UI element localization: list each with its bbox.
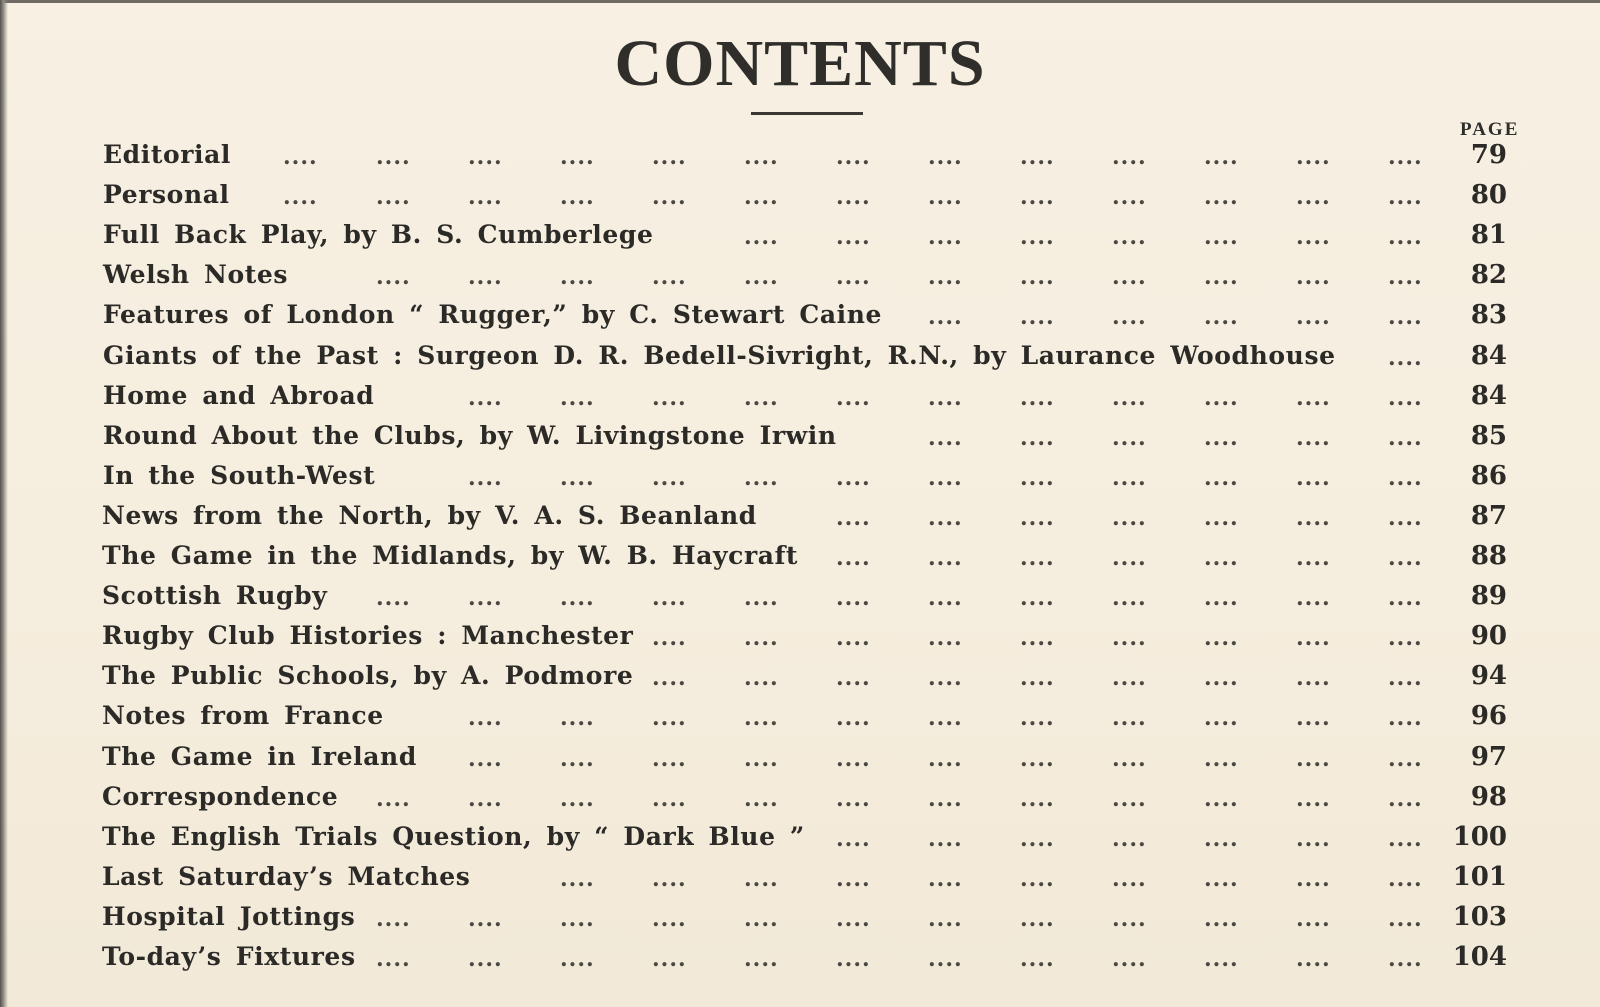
toc-entry-title: Features of London “ Rugger,” by C. Stewart Caine xyxy=(103,300,883,330)
dot-leader: .... xyxy=(1204,424,1239,451)
toc-entry-title: Last Saturday’s Matches xyxy=(102,861,471,891)
dot-leader: .... xyxy=(468,384,503,411)
dot-leader: .... xyxy=(560,745,595,772)
dot-leader: .... xyxy=(1388,665,1423,692)
dot-leader: .... xyxy=(1112,665,1147,692)
dot-leader: .... xyxy=(652,585,687,612)
dot-leader: .... xyxy=(283,184,318,211)
dot-leader: .... xyxy=(560,946,595,972)
toc-entry-page: 84 xyxy=(1470,380,1507,411)
toc-entry-page: 86 xyxy=(1470,460,1507,491)
dot-leader: .... xyxy=(928,545,963,571)
dot-leader: .... xyxy=(1112,705,1147,732)
toc-entry-page: 82 xyxy=(1470,260,1507,291)
dot-leader: .... xyxy=(836,224,871,251)
toc-entry-title: Editorial xyxy=(103,140,232,169)
dot-leader: .... xyxy=(1020,745,1055,772)
toc-entry-title: Notes from France xyxy=(102,701,384,731)
dot-leader: .... xyxy=(1296,905,1331,932)
dot-leader: .... xyxy=(1296,144,1331,170)
dot-leader: .... xyxy=(1112,825,1147,852)
dot-leader: .... xyxy=(1204,705,1239,732)
dot-leader: .... xyxy=(1204,304,1239,331)
dot-leader: .... xyxy=(1388,184,1423,211)
dot-leader: .... xyxy=(928,745,963,772)
dot-leader: .... xyxy=(744,665,779,692)
dot-leader: .... xyxy=(836,905,871,932)
dot-leader: .... xyxy=(652,144,687,170)
toc-entry-page: 94 xyxy=(1470,661,1507,692)
toc-entry-page: 79 xyxy=(1470,140,1507,170)
dot-leader: .... xyxy=(1388,144,1423,170)
dot-leader: .... xyxy=(1020,504,1055,531)
dot-leader: .... xyxy=(652,865,687,892)
dot-leader: .... xyxy=(560,705,595,732)
dot-leader: .... xyxy=(1388,585,1423,612)
dot-leader: .... xyxy=(1204,946,1239,972)
dot-leader: .... xyxy=(836,585,871,612)
toc-entry-title: Correspondence xyxy=(102,781,339,811)
dot-leader: .... xyxy=(652,384,687,411)
toc-entry-page: 85 xyxy=(1470,420,1507,451)
dot-leader: .... xyxy=(1020,184,1055,211)
dot-leader: .... xyxy=(1388,384,1423,411)
dot-leader: .... xyxy=(1112,304,1147,331)
dot-leader: .... xyxy=(744,865,779,892)
toc-entry-title: In the South-West xyxy=(103,460,376,490)
dot-leader: .... xyxy=(1020,825,1055,852)
dot-leader: .... xyxy=(1020,224,1055,251)
dot-leader: .... xyxy=(1020,545,1055,571)
dot-leader: .... xyxy=(1388,424,1423,451)
dot-leader: .... xyxy=(560,464,595,491)
dot-leader: .... xyxy=(468,184,503,211)
dot-leader: .... xyxy=(744,224,779,251)
dot-leader: .... xyxy=(652,905,687,932)
dot-leader: .... xyxy=(560,905,595,932)
dot-leader: .... xyxy=(928,946,963,972)
dot-leader: .... xyxy=(468,264,503,291)
dot-leader: .... xyxy=(1296,464,1331,491)
dot-leader: .... xyxy=(1296,946,1331,972)
toc-entry-page: 89 xyxy=(1470,581,1507,612)
toc-entry-page: 101 xyxy=(1452,861,1507,892)
dot-leader: .... xyxy=(744,585,779,612)
contents-heading: CONTENTS xyxy=(614,27,986,100)
dot-leader: .... xyxy=(1112,504,1147,531)
dot-leader: .... xyxy=(836,785,871,812)
toc-entry-title: News from the North, by V. A. S. Beanland xyxy=(102,500,757,530)
dot-leader: .... xyxy=(928,625,963,652)
dot-leader: .... xyxy=(1204,825,1239,852)
dot-leader: .... xyxy=(1296,304,1331,331)
dot-leader: .... xyxy=(468,785,503,812)
dot-leader: .... xyxy=(928,665,963,692)
dot-leader: .... xyxy=(836,705,871,732)
toc-entry-title: To-day’s Fixtures xyxy=(102,942,356,971)
dot-leader: .... xyxy=(928,825,963,852)
dot-leader: .... xyxy=(1112,865,1147,892)
dot-leader: .... xyxy=(1020,304,1055,331)
dot-leader: .... xyxy=(1112,424,1147,451)
dot-leader: .... xyxy=(652,625,687,652)
dot-leader: .... xyxy=(928,585,963,612)
dot-leader: .... xyxy=(1204,264,1239,291)
dot-leader: .... xyxy=(1388,304,1423,331)
dot-leader: .... xyxy=(928,785,963,812)
dot-leader: .... xyxy=(560,184,595,211)
toc-entry-page: 88 xyxy=(1470,541,1507,571)
dot-leader: .... xyxy=(1204,585,1239,612)
dot-leader: .... xyxy=(1204,905,1239,932)
dot-leader: .... xyxy=(1296,424,1331,451)
toc-entry-page: 96 xyxy=(1470,701,1507,732)
dot-leader: .... xyxy=(376,785,411,812)
dot-leader: .... xyxy=(468,144,503,170)
dot-leader: .... xyxy=(376,905,411,932)
toc-entry-title: Home and Abroad xyxy=(103,380,375,410)
dot-leader: .... xyxy=(836,384,871,411)
dot-leader: .... xyxy=(468,585,503,612)
dot-leader: .... xyxy=(928,424,963,451)
dot-leader: .... xyxy=(744,905,779,932)
dot-leader: .... xyxy=(744,745,779,772)
dot-leader: .... xyxy=(1020,705,1055,732)
dot-leader: .... xyxy=(1388,264,1423,291)
dot-leader: .... xyxy=(560,585,595,612)
dot-leader: .... xyxy=(836,625,871,652)
dot-leader: .... xyxy=(560,865,595,892)
toc-entry-page: 103 xyxy=(1452,901,1507,932)
dot-leader: .... xyxy=(744,144,779,170)
dot-leader: .... xyxy=(744,705,779,732)
toc-entry-title: Full Back Play, by B. S. Cumberlege xyxy=(103,220,654,250)
dot-leader: .... xyxy=(1388,344,1423,371)
toc-entry-page: 83 xyxy=(1470,300,1507,331)
dot-leader: .... xyxy=(1204,144,1239,170)
dot-leader: .... xyxy=(1296,785,1331,812)
toc-entry-page: 80 xyxy=(1470,180,1507,211)
toc-entry-title: Round About the Clubs, by W. Livingstone Irwin xyxy=(103,420,837,450)
dot-leader: .... xyxy=(560,144,595,170)
dot-leader: .... xyxy=(1296,665,1331,692)
dot-leader: .... xyxy=(468,745,503,772)
dot-leader: .... xyxy=(283,144,318,170)
dot-leader: .... xyxy=(1388,504,1423,531)
toc-entry-page: 90 xyxy=(1470,621,1507,652)
dot-leader: .... xyxy=(1020,144,1055,170)
dot-leader: .... xyxy=(1204,785,1239,812)
dot-leader: .... xyxy=(744,184,779,211)
dot-leader: .... xyxy=(1020,665,1055,692)
toc-entry-page: 98 xyxy=(1470,781,1507,812)
dot-leader: .... xyxy=(836,464,871,491)
dot-leader: .... xyxy=(1204,665,1239,692)
dot-leader: .... xyxy=(836,545,871,571)
dot-leader: .... xyxy=(836,865,871,892)
dot-leader: .... xyxy=(1388,224,1423,251)
dot-leader: .... xyxy=(1020,464,1055,491)
dot-leader: .... xyxy=(1296,745,1331,772)
dot-leader: .... xyxy=(652,665,687,692)
toc-entry-page: 87 xyxy=(1470,500,1507,531)
dot-leader: .... xyxy=(652,184,687,211)
dot-leader: .... xyxy=(1388,865,1423,892)
dot-leader: .... xyxy=(468,905,503,932)
dot-leader: .... xyxy=(1112,785,1147,812)
toc-entry-title: The Game in Ireland xyxy=(102,741,417,771)
dot-leader: .... xyxy=(744,464,779,491)
toc-entry-page: 104 xyxy=(1452,942,1507,972)
dot-leader: .... xyxy=(928,224,963,251)
toc-entry-title: Scottish Rugby xyxy=(102,581,328,611)
dot-leader: .... xyxy=(836,264,871,291)
toc-entry-page: 100 xyxy=(1452,821,1507,852)
dot-leader: .... xyxy=(1112,946,1147,972)
dot-leader: .... xyxy=(1112,264,1147,291)
dot-leader: .... xyxy=(468,946,503,972)
dot-leader: .... xyxy=(1296,865,1331,892)
dot-leader: .... xyxy=(1388,785,1423,812)
dot-leader: .... xyxy=(652,745,687,772)
dot-leader: .... xyxy=(836,665,871,692)
toc-entry-title: Giants of the Past : Surgeon D. R. Bedell-Sivright, R.N., by Laurance Woodhouse xyxy=(103,340,1336,370)
toc-entry-page: 84 xyxy=(1470,340,1507,371)
dot-leader: .... xyxy=(1020,424,1055,451)
dot-leader: .... xyxy=(652,464,687,491)
dot-leader: .... xyxy=(652,785,687,812)
dot-leader: .... xyxy=(1388,905,1423,932)
dot-leader: .... xyxy=(560,785,595,812)
dot-leader: .... xyxy=(1204,745,1239,772)
dot-leader: .... xyxy=(1020,905,1055,932)
dot-leader: .... xyxy=(744,946,779,972)
dot-leader: .... xyxy=(1112,464,1147,491)
dot-leader: .... xyxy=(836,184,871,211)
dot-leader: .... xyxy=(1020,384,1055,411)
dot-leader: .... xyxy=(1296,545,1331,571)
dot-leader: .... xyxy=(1388,825,1423,852)
dot-leader: .... xyxy=(1204,384,1239,411)
dot-leader: .... xyxy=(1020,264,1055,291)
dot-leader: .... xyxy=(1296,585,1331,612)
dot-leader: .... xyxy=(376,144,411,170)
dot-leader: .... xyxy=(1112,184,1147,211)
dot-leader: .... xyxy=(1296,504,1331,531)
dot-leader: .... xyxy=(836,504,871,531)
dot-leader: .... xyxy=(1204,184,1239,211)
dot-leader: .... xyxy=(376,585,411,612)
dot-leader: .... xyxy=(1296,825,1331,852)
toc-entry-title: Rugby Club Histories : Manchester xyxy=(102,621,634,651)
toc-entry-title: Welsh Notes xyxy=(103,260,289,290)
dot-leader: .... xyxy=(1204,865,1239,892)
dot-leader: .... xyxy=(1020,785,1055,812)
dot-leader: .... xyxy=(744,785,779,812)
dot-leader: .... xyxy=(744,264,779,291)
dot-leader: .... xyxy=(1112,144,1147,170)
dot-leader: .... xyxy=(468,464,503,491)
dot-leader: .... xyxy=(1204,504,1239,531)
dot-leader: .... xyxy=(1020,625,1055,652)
dot-leader: .... xyxy=(1388,745,1423,772)
dot-leader: .... xyxy=(1112,384,1147,411)
dot-leader: .... xyxy=(836,946,871,972)
dot-leader: .... xyxy=(1296,705,1331,732)
toc-entry-page: 97 xyxy=(1470,741,1507,772)
toc-entry-title: Hospital Jottings xyxy=(102,901,356,931)
dot-leader: .... xyxy=(376,264,411,291)
dot-leader: .... xyxy=(1296,625,1331,652)
dot-leader: .... xyxy=(1020,585,1055,612)
dot-leader: .... xyxy=(744,384,779,411)
dot-leader: .... xyxy=(836,745,871,772)
dot-leader: .... xyxy=(1204,625,1239,652)
dot-leader: .... xyxy=(1204,545,1239,571)
toc-entry-title: The Game in the Midlands, by W. B. Haycraft xyxy=(102,541,799,570)
dot-leader: .... xyxy=(928,905,963,932)
dot-leader: .... xyxy=(1296,384,1331,411)
dot-leader: .... xyxy=(928,705,963,732)
dot-leader: .... xyxy=(1112,545,1147,571)
toc-entry-page: 81 xyxy=(1470,220,1507,251)
dot-leader: .... xyxy=(928,304,963,331)
dot-leader: .... xyxy=(1020,946,1055,972)
dot-leader: .... xyxy=(744,625,779,652)
dot-leader: .... xyxy=(652,264,687,291)
dot-leader: .... xyxy=(652,946,687,972)
dot-leader: .... xyxy=(1296,184,1331,211)
dot-leader: .... xyxy=(468,705,503,732)
dot-leader: .... xyxy=(560,384,595,411)
dot-leader: .... xyxy=(1296,264,1331,291)
toc-entry-title: The Public Schools, by A. Podmore xyxy=(102,661,634,691)
dot-leader: .... xyxy=(1388,625,1423,652)
dot-leader: .... xyxy=(1388,545,1423,571)
dot-leader: .... xyxy=(1112,905,1147,932)
toc-entry-title: Personal xyxy=(103,180,230,210)
dot-leader: .... xyxy=(1204,464,1239,491)
dot-leader: .... xyxy=(560,264,595,291)
dot-leader: .... xyxy=(1112,625,1147,652)
dot-leader: .... xyxy=(1112,224,1147,251)
dot-leader: .... xyxy=(1388,464,1423,491)
dot-leader: .... xyxy=(928,144,963,170)
dot-leader: .... xyxy=(1112,585,1147,612)
dot-leader: .... xyxy=(836,144,871,170)
toc-entry-title: The English Trials Question, by “ Dark Blue ” xyxy=(102,821,805,851)
dot-leader: .... xyxy=(1020,865,1055,892)
dot-leader: .... xyxy=(928,504,963,531)
dot-leader: .... xyxy=(376,184,411,211)
dot-leader: .... xyxy=(1388,946,1423,972)
dot-leader: .... xyxy=(928,184,963,211)
dot-leader: .... xyxy=(928,464,963,491)
dot-leader: .... xyxy=(652,705,687,732)
dot-leader: .... xyxy=(376,946,411,972)
dot-leader: .... xyxy=(928,384,963,411)
dot-leader: .... xyxy=(1296,224,1331,251)
dot-leader: .... xyxy=(928,264,963,291)
dot-leader: .... xyxy=(1388,705,1423,732)
dot-leader: .... xyxy=(836,825,871,852)
dot-leader: .... xyxy=(1204,224,1239,251)
dot-leader: .... xyxy=(1112,745,1147,772)
page-column-label: PAGE xyxy=(1460,119,1520,140)
dot-leader: .... xyxy=(928,865,963,892)
